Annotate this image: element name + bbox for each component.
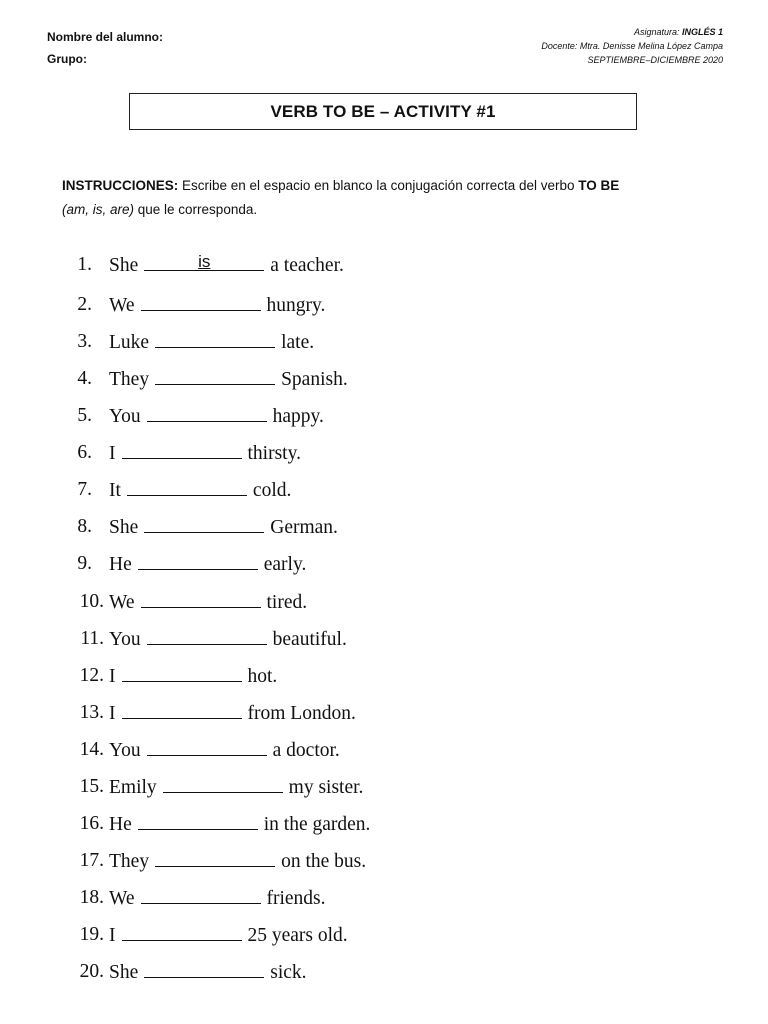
exercise-item bbox=[0, 698, 768, 728]
exercise-number: 7. bbox=[77, 479, 92, 500]
exercise-sentence bbox=[109, 512, 338, 543]
exercise-number: 9. bbox=[77, 553, 92, 574]
exercise-subject: It bbox=[109, 480, 121, 501]
exercise-number: 14. bbox=[79, 739, 104, 760]
exercise-sentence bbox=[109, 735, 340, 766]
exercise-number: 1. bbox=[77, 254, 92, 275]
exercise-predicate: hot. bbox=[247, 666, 278, 687]
exercise-predicate: a doctor. bbox=[272, 740, 340, 761]
exercise-sentence bbox=[109, 327, 314, 358]
exercise-subject: You bbox=[109, 740, 141, 761]
exercise-sentence bbox=[109, 438, 301, 469]
exercise-number: 18. bbox=[79, 887, 104, 908]
exercise-item bbox=[0, 624, 768, 654]
exercise-subject: We bbox=[109, 888, 135, 909]
exercise-predicate: early. bbox=[263, 554, 307, 575]
exercise-item bbox=[0, 772, 768, 802]
answer-text: is bbox=[198, 252, 211, 271]
exercise-predicate: on the bus. bbox=[281, 851, 367, 872]
exercise-number: 11. bbox=[80, 628, 104, 649]
exercise-predicate: tired. bbox=[266, 592, 308, 613]
exercise-subject: We bbox=[109, 295, 135, 316]
answer-blank[interactable] bbox=[138, 809, 258, 830]
teacher-line: Docente: Mtra. Denisse Melina López Campa bbox=[541, 41, 723, 51]
student-name-label: Nombre del alumno: bbox=[47, 30, 164, 44]
answer-blank[interactable] bbox=[122, 920, 242, 941]
exercise-predicate: my sister. bbox=[288, 777, 364, 798]
answer-blank[interactable] bbox=[155, 327, 275, 348]
instructions-label: INSTRUCCIONES: bbox=[62, 178, 179, 193]
exercise-predicate: sick. bbox=[270, 962, 307, 983]
exercise-predicate: happy. bbox=[272, 406, 324, 427]
exercise-predicate: thirsty. bbox=[247, 443, 301, 464]
exercise-predicate: a teacher. bbox=[270, 255, 344, 276]
exercise-sentence bbox=[109, 250, 344, 281]
exercise-subject: She bbox=[109, 517, 139, 538]
answer-blank[interactable] bbox=[141, 883, 261, 904]
exercise-number: 4. bbox=[77, 368, 92, 389]
group-label: Grupo: bbox=[47, 52, 87, 66]
exercise-subject: They bbox=[109, 369, 150, 390]
exercise-item bbox=[0, 883, 768, 913]
exercise-subject: She bbox=[109, 962, 139, 983]
exercise-subject: I bbox=[109, 703, 116, 724]
exercise-item bbox=[0, 512, 768, 542]
exercise-number: 2. bbox=[77, 294, 92, 315]
instructions bbox=[62, 174, 722, 222]
exercise-item bbox=[0, 846, 768, 876]
exercise-sentence bbox=[109, 624, 347, 655]
exercise-number: 12. bbox=[79, 665, 104, 686]
exercise-sentence bbox=[109, 846, 366, 877]
exercise-subject: Emily bbox=[109, 777, 157, 798]
answer-blank[interactable] bbox=[163, 772, 283, 793]
exercise-subject: We bbox=[109, 592, 135, 613]
exercise-predicate: in the garden. bbox=[263, 814, 371, 835]
exercise-sentence bbox=[109, 920, 348, 951]
instructions-emphasis: TO BE bbox=[578, 178, 620, 193]
subject-label: Asignatura: bbox=[633, 27, 680, 37]
exercise-number: 10. bbox=[79, 591, 104, 612]
exercise-sentence bbox=[109, 772, 363, 803]
exercise-item bbox=[0, 549, 768, 579]
exercise-number: 19. bbox=[79, 924, 104, 945]
course-info bbox=[541, 25, 723, 67]
instructions-text-before: Escribe en el espacio en blanco la conjugación correcta del verbo bbox=[178, 178, 579, 193]
exercise-subject: He bbox=[109, 814, 132, 835]
exercise-item bbox=[0, 957, 768, 987]
subject-line bbox=[541, 25, 723, 39]
answer-blank[interactable] bbox=[155, 846, 275, 867]
exercise-number: 20. bbox=[79, 961, 104, 982]
exercise-item bbox=[0, 250, 768, 280]
exercise-sentence bbox=[109, 957, 307, 988]
answer-blank[interactable] bbox=[155, 364, 275, 385]
exercise-sentence bbox=[109, 587, 307, 618]
exercise-subject: He bbox=[109, 554, 132, 575]
exercise-item bbox=[0, 475, 768, 505]
answer-blank[interactable] bbox=[144, 957, 264, 978]
answer-blank[interactable] bbox=[122, 438, 242, 459]
page-title: VERB TO BE – ACTIVITY #1 bbox=[129, 93, 637, 130]
exercise-item bbox=[0, 327, 768, 357]
exercise-sentence bbox=[109, 661, 277, 692]
exercise-sentence bbox=[109, 401, 324, 432]
exercise-sentence bbox=[109, 290, 325, 321]
exercise-sentence bbox=[109, 364, 348, 395]
exercise-item bbox=[0, 920, 768, 950]
exercise-predicate: late. bbox=[281, 332, 315, 353]
exercise-item bbox=[0, 809, 768, 839]
answer-blank[interactable] bbox=[147, 735, 267, 756]
answer-blank[interactable] bbox=[127, 475, 247, 496]
exercise-subject: I bbox=[109, 443, 116, 464]
exercise-predicate: from London. bbox=[247, 703, 356, 724]
exercise-subject: Luke bbox=[109, 332, 150, 353]
subject-value: INGLÉS 1 bbox=[681, 27, 723, 37]
exercise-number: 6. bbox=[77, 442, 92, 463]
exercise-number: 3. bbox=[77, 331, 92, 352]
exercise-item bbox=[0, 364, 768, 394]
answer-blank[interactable] bbox=[144, 250, 264, 271]
student-info bbox=[47, 26, 163, 70]
answer-blank[interactable] bbox=[147, 401, 267, 422]
exercise-sentence bbox=[109, 475, 291, 506]
answer-blank[interactable] bbox=[141, 290, 261, 311]
exercise-predicate: cold. bbox=[252, 480, 292, 501]
answer-blank[interactable] bbox=[144, 512, 264, 533]
exercise-subject: You bbox=[109, 406, 141, 427]
exercise-subject: I bbox=[109, 925, 116, 946]
exercise-item bbox=[0, 401, 768, 431]
exercise-number: 15. bbox=[79, 776, 104, 797]
exercise-subject: You bbox=[109, 629, 141, 650]
period-line: SEPTIEMBRE–DICIEMBRE 2020 bbox=[587, 55, 723, 65]
answer-blank[interactable] bbox=[141, 587, 261, 608]
exercise-number: 13. bbox=[79, 702, 104, 723]
exercise-sentence bbox=[109, 883, 326, 914]
exercise-number: 17. bbox=[79, 850, 104, 871]
exercise-subject: They bbox=[109, 851, 150, 872]
exercise-item bbox=[0, 735, 768, 765]
exercise-predicate: 25 years old. bbox=[247, 925, 348, 946]
exercise-predicate: Spanish. bbox=[281, 369, 348, 390]
exercise-item bbox=[0, 290, 768, 320]
exercise-sentence bbox=[109, 698, 356, 729]
answer-blank[interactable] bbox=[122, 661, 242, 682]
exercise-predicate: friends. bbox=[266, 888, 326, 909]
answer-blank[interactable] bbox=[147, 624, 267, 645]
exercise-number: 16. bbox=[79, 813, 104, 834]
answer-blank[interactable] bbox=[122, 698, 242, 719]
exercise-item bbox=[0, 661, 768, 691]
exercise-subject: I bbox=[109, 666, 116, 687]
exercise-number: 5. bbox=[77, 405, 92, 426]
exercise-number: 8. bbox=[77, 516, 92, 537]
exercise-predicate: hungry. bbox=[266, 295, 326, 316]
exercise-item bbox=[0, 587, 768, 617]
answer-blank[interactable] bbox=[138, 549, 258, 570]
exercise-sentence bbox=[109, 549, 306, 580]
exercise-predicate: German. bbox=[270, 517, 338, 538]
instructions-text-after: que le corresponda. bbox=[134, 202, 258, 217]
exercise-sentence bbox=[109, 809, 370, 840]
exercise-item bbox=[0, 438, 768, 468]
exercise-predicate: beautiful. bbox=[272, 629, 347, 650]
instructions-options: (am, is, are) bbox=[62, 202, 135, 217]
exercise-subject: She bbox=[109, 255, 139, 276]
